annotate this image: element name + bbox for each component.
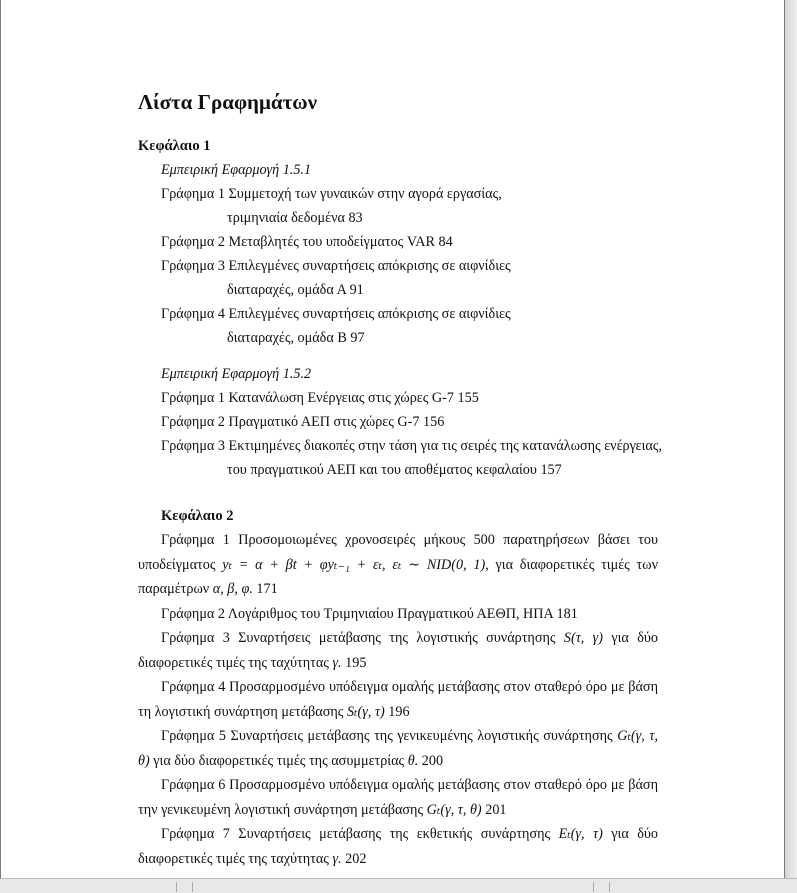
figure-text: Γράφημα 2 Λογάριθμος του Τριμηνιαίου Πραγματικού ΑΕΘΠ, ΗΠΑ 181 xyxy=(161,605,578,622)
chapter-2-figure-5 xyxy=(138,724,658,773)
figure-line-cont: διαταραχές, ομάδα Α 91 xyxy=(227,282,364,298)
figure-entry xyxy=(138,182,658,230)
figure-page: 202 xyxy=(341,850,367,867)
scrollbar-divider xyxy=(176,882,177,892)
math-expression: yₜ = α + βt + φyₜ₋₁ + εₜ, εₜ ∼ NID(0, 1) xyxy=(222,556,486,573)
figure-page: 196 xyxy=(384,703,410,720)
chapter-2-figure-7 xyxy=(138,822,658,871)
chapter-2-figure-2 xyxy=(138,602,658,627)
chapter-2-heading: Κεφάλαιο 2 xyxy=(161,508,234,524)
scrollbar-divider xyxy=(609,882,610,892)
figure-page: 171 xyxy=(252,581,278,597)
figure-page: 201 xyxy=(481,801,507,818)
chapter-1-heading: Κεφάλαιο 1 xyxy=(138,138,211,154)
figure-page: 195 xyxy=(341,654,367,671)
math-expression: γ. xyxy=(332,654,342,671)
figure-line-cont: διαταραχές, ομάδα Β 97 xyxy=(227,330,365,346)
figure-text: Γράφημα 5 Συναρτήσεις μετάβασης της γενικευμένης λογιστικής συνάρτησης xyxy=(161,728,618,744)
section-1-5-1-title: Εμπειρική Εφαρμογή 1.5.1 xyxy=(161,162,312,178)
figure-line: Γράφημα 2 Πραγματικό ΑΕΠ στις χώρες G-7 156 xyxy=(161,414,445,430)
horizontal-scrollbar[interactable] xyxy=(0,878,797,893)
scrollbar-divider xyxy=(593,882,594,892)
math-expression: S(τ, γ) xyxy=(563,630,603,646)
page-content xyxy=(138,86,663,871)
figure-text: Γράφημα 3 Συναρτήσεις μετάβασης της λογιστικής συνάρτησης xyxy=(161,630,564,646)
page-shadow xyxy=(785,0,797,878)
figure-entry xyxy=(138,386,658,410)
figure-entry xyxy=(138,230,658,254)
figure-text: Γράφημα 4 Προσαρμοσμένο υπόδειγμα ομαλής μετάβασης στον σταθερό όρο με βάση τη λογιστική συνάρτηση μετάβασης xyxy=(138,679,658,720)
chapter-2-figure-1 xyxy=(138,528,658,602)
chapter-2-figure-6 xyxy=(138,773,658,822)
figure-text: Γράφημα 7 Συναρτήσεις μετάβασης της εκθετικής συνάρτησης xyxy=(161,826,559,842)
page-title: Λίστα Γραφημάτων xyxy=(138,90,318,114)
figure-line: Γράφημα 2 Μεταβλητές του υποδείγματος VAR 84 xyxy=(161,234,453,250)
chapter-2-figure-3 xyxy=(138,626,658,675)
figure-entry xyxy=(138,302,658,350)
math-expression: θ. xyxy=(407,752,419,769)
math-expression: Sₜ(γ, τ) xyxy=(346,703,385,720)
figure-entry xyxy=(138,410,658,434)
figure-line-cont: του πραγματικού ΑΕΠ και του αποθέματος κεφαλαίου 157 xyxy=(227,462,562,478)
figure-line: Γράφημα 3 Επιλεγμένες συναρτήσεις απόκρισης σε αιφνίδιες xyxy=(161,258,511,274)
figure-text: , για διαφορετικές τιμές των παραμέτρων xyxy=(138,556,658,597)
figure-page: 200 xyxy=(418,752,444,769)
figure-line: Γράφημα 1 Κατανάλωση Ενέργειας στις χώρες G-7 155 xyxy=(161,390,479,406)
figure-entry xyxy=(138,434,663,482)
figure-entry xyxy=(138,254,658,302)
chapter-2-figure-4 xyxy=(138,675,658,724)
figure-line: Γράφημα 3 Εκτιμημένες διακοπές στην τάση για τις σειρές της κατανάλωσης ενέργειας, xyxy=(161,438,663,454)
figure-text: Γράφημα 1 Προσομοιωμένες χρονοσειρές μήκους 500 παρατηρήσεων βάσει του υποδείγματος xyxy=(138,532,658,573)
math-expression: Gₜ(γ, τ, θ) xyxy=(138,728,658,769)
math-expression: γ. xyxy=(332,850,342,867)
figure-text: για δύο διαφορετικές τιμές της ταχύτητας xyxy=(138,826,659,867)
figure-text: για δύο διαφορετικές τιμές της ασυμμετρίας xyxy=(149,752,408,769)
math-expression: Gₜ(γ, τ, θ) xyxy=(426,801,482,818)
math-expression: Eₜ(γ, τ) xyxy=(558,826,603,842)
figure-text: Γράφημα 6 Προσαρμοσμένο υπόδειγμα ομαλής μετάβασης στον σταθερό όρο με βάση την γενικευμένη λογιστική συνάρτηση μετάβασης xyxy=(138,777,658,818)
figure-line: Γράφημα 1 Συμμετοχή των γυναικών στην αγορά εργασίας, xyxy=(161,186,502,202)
figure-text: για δύο διαφορετικές τιμές της ταχύτητας xyxy=(138,630,659,671)
figure-line: Γράφημα 4 Επιλεγμένες συναρτήσεις απόκρισης σε αιφνίδιες xyxy=(161,306,511,322)
figure-line-cont: τριμηνιαία δεδομένα 83 xyxy=(227,210,363,226)
math-expression: α, β, φ. xyxy=(212,581,253,597)
scrollbar-divider xyxy=(192,882,193,892)
section-1-5-2-title: Εμπειρική Εφαρμογή 1.5.2 xyxy=(161,366,312,382)
